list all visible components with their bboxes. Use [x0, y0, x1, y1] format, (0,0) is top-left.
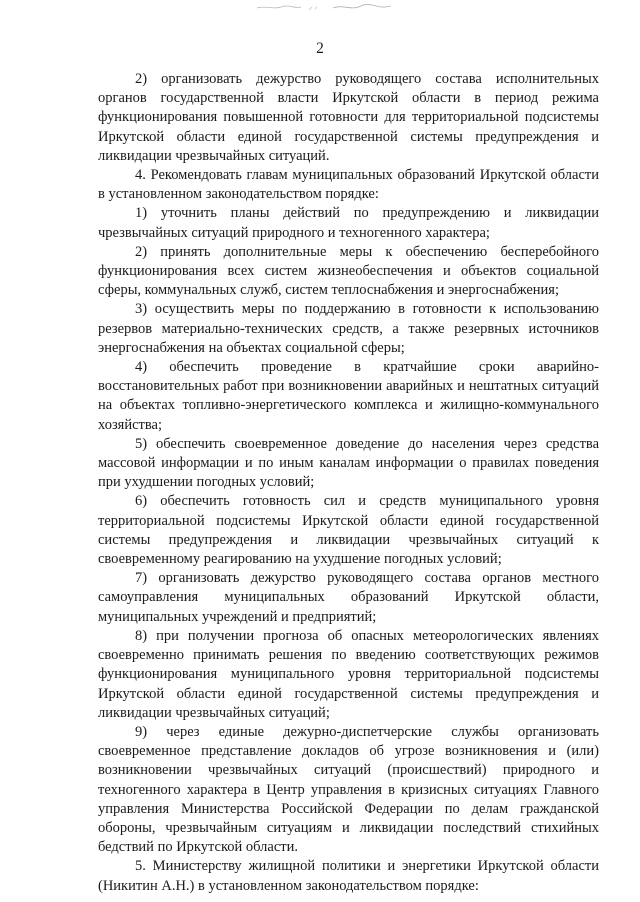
document-body	[98, 70, 599, 896]
paragraph-4-7-duty-local-government: 7) организовать дежурство руководящего состава органов местного самоуправления муниципальных образований Иркутской области, муниципальных учреждений и предприятий;	[98, 570, 599, 625]
page-number: 2	[316, 40, 324, 57]
paragraph-5-housing-ministry: 5. Министерству жилищной политики и энергетики Иркутской области (Никитин А.Н.) в установленном законодательством порядке:	[98, 858, 599, 894]
scan-artifact-marks	[255, 2, 395, 14]
paragraph-4-8-forecast-decisions: 8) при получении прогноза об опасных метеорологических явлениях своевременно принимать решения по введению соответствующих режимов функционирования муниципального уровня территориальной подсистемы Иркутской области единой государственной системы предупреждения и ликвидации чрезвычайных ситуаций;	[98, 627, 599, 721]
paragraph-4-2-additional-measures: 2) принять дополнительные меры к обеспечению бесперебойного функционирования всех систем жизнеобеспечения и объектов социальной сферы, коммунальных служб, систем теплоснабжения и энергоснабжения;	[98, 243, 599, 299]
paragraph-4-9-dispatch-reports: 9) через единые дежурно-диспетчерские службы организовать своевременное представление докладов об угрозе возникновения и (или) возникновении чрезвычайных ситуаций (происшествий) природного и техногенного характера в Центр управления в кризисных ситуациях Главного управления Министерства Российской Федерации по делам гражданской обороны, чрезвычайным ситуациям и ликвидации последствий стихийных бедствий по Иркутской области.	[98, 723, 599, 856]
paragraph-4-3-reserves-readiness: 3) осуществить меры по поддержанию в готовности к использованию резервов материально-технических средств, а также резервных источников энергоснабжения на объектах социальной сферы;	[98, 301, 599, 356]
paragraph-4-4-emergency-repairs: 4) обеспечить проведение в кратчайшие сроки аварийно-восстановительных работ при возникновении аварийных и нештатных ситуаций на объектах топливно-энергетического комплекса и жилищно-коммунального хозяйства;	[98, 359, 599, 433]
paragraph-4-6-forces-readiness: 6) обеспечить готовность сил и средств муниципального уровня территориальной подсистемы Иркутской области единой государственной системы предупреждения и ликвидации чрезвычайных ситуаций к своевременному реагированию на ухудшение погодных условий;	[98, 493, 599, 568]
paragraph-4-recommend-municipal-heads: 4. Рекомендовать главам муниципальных образований Иркутской области в установленном законодательством порядке:	[98, 167, 599, 203]
paragraph-4-1-clarify-plans: 1) уточнить планы действий по предупреждению и ликвидации чрезвычайных ситуаций природного и техногенного характера;	[98, 205, 599, 241]
paragraph-4-5-inform-population: 5) обеспечить своевременное доведение до населения через средства массовой информации и по иным каналам информации о правилах поведения при ухудшении погодных условий;	[98, 435, 599, 491]
paragraph-2-duty-exec-bodies: 2) организовать дежурство руководящего состава исполнительных органов государственной власти Иркутской области в период режима функционирования повышенной готовности для территориальной подсистемы Иркутской области единой государственной системы предупреждения и ликвидации чрезвычайных ситуаций.	[98, 71, 599, 164]
